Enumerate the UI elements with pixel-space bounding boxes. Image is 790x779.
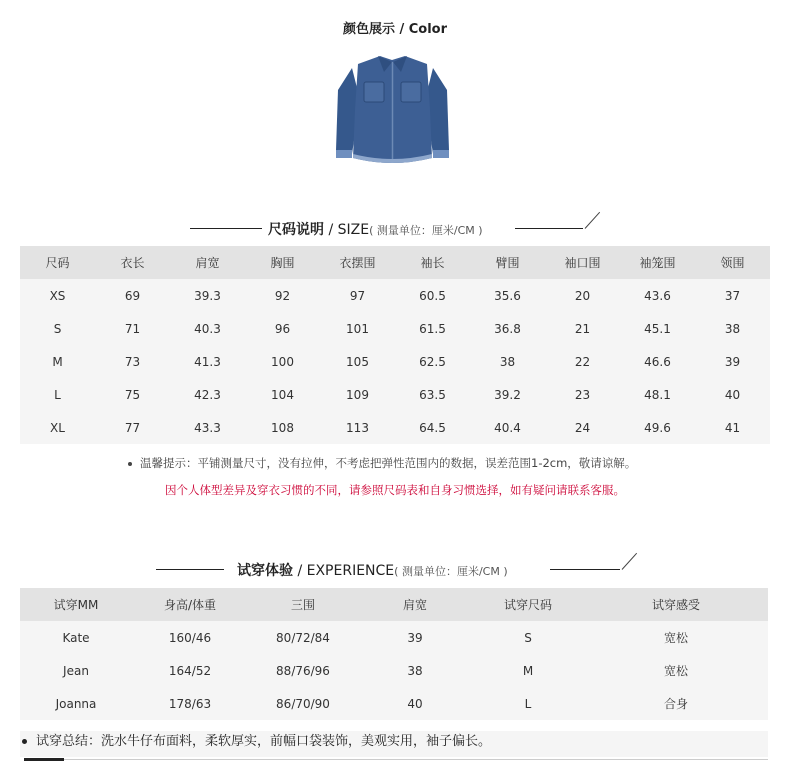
size-cell: 109 — [320, 378, 395, 411]
size-cell: 23 — [545, 378, 620, 411]
size-cell: 45.1 — [620, 312, 695, 345]
experience-cell: 88/76/96 — [248, 654, 358, 687]
size-cell: 40.3 — [170, 312, 245, 345]
size-title-sep: / — [324, 222, 338, 238]
size-cell: 35.6 — [470, 279, 545, 312]
bullet-dot — [22, 739, 27, 744]
experience-cell: 宽松 — [584, 654, 768, 687]
experience-cell: 40 — [358, 687, 472, 720]
size-unit-label: ( 测量单位：厘米/CM ) — [369, 224, 483, 237]
experience-header-cell: 试穿感受 — [584, 588, 768, 621]
size-cell: 24 — [545, 411, 620, 444]
size-header-cell: 衣摆围 — [320, 246, 395, 279]
size-header-cell: 胸围 — [245, 246, 320, 279]
experience-table-row — [20, 687, 768, 720]
size-header-cell: 领围 — [695, 246, 770, 279]
heading-slash-decor — [585, 212, 600, 229]
size-cell: L — [20, 378, 95, 411]
size-cell: 97 — [320, 279, 395, 312]
experience-cell: 39 — [358, 621, 472, 654]
size-cell: 71 — [95, 312, 170, 345]
size-header-cell: 袖口围 — [545, 246, 620, 279]
size-cell: 113 — [320, 411, 395, 444]
size-cell: 60.5 — [395, 279, 470, 312]
size-header-cell: 袖长 — [395, 246, 470, 279]
heading-rule-left — [190, 228, 262, 229]
size-cell: 20 — [545, 279, 620, 312]
heading-rule-right — [515, 228, 583, 229]
size-cell: 64.5 — [395, 411, 470, 444]
size-cell: 39.3 — [170, 279, 245, 312]
size-table-row — [20, 279, 770, 312]
size-tip-text: 温馨提示：平铺测量尺寸，没有拉伸，不考虑把弹性范围内的数据，误差范围1-2cm，敬请谅解。 — [140, 456, 637, 470]
size-tip-note — [128, 455, 636, 471]
size-header-cell: 袖笼围 — [620, 246, 695, 279]
experience-cell: M — [472, 654, 584, 687]
experience-cell: 38 — [358, 654, 472, 687]
size-cell: M — [20, 345, 95, 378]
experience-cell: Kate — [20, 621, 132, 654]
experience-header-cell: 试穿尺码 — [472, 588, 584, 621]
experience-cell: Joanna — [20, 687, 132, 720]
bullet-dot — [128, 462, 132, 466]
fitting-summary — [20, 731, 768, 757]
denim-shirt-image — [330, 50, 455, 168]
experience-cell: Jean — [20, 654, 132, 687]
size-cell: 92 — [245, 279, 320, 312]
size-table — [20, 246, 770, 444]
size-section-title — [268, 219, 483, 239]
bottom-accent-bar — [24, 758, 64, 761]
experience-section-title — [237, 560, 508, 580]
size-table-header-row — [20, 246, 770, 279]
size-cell: 37 — [695, 279, 770, 312]
size-warning-note: 因个人体型差异及穿衣习惯的不同，请参照尺码表和自身习惯选择，如有疑问请联系客服。 — [165, 483, 625, 497]
experience-title-en: EXPERIENCE — [306, 563, 395, 579]
experience-cell: 86/70/90 — [248, 687, 358, 720]
experience-header-cell: 身高/体重 — [132, 588, 248, 621]
size-table-row — [20, 312, 770, 345]
fitting-summary-text: 试穿总结：洗水牛仔布面料，柔软厚实，前幅口袋装饰，美观实用，袖子偏长。 — [36, 734, 492, 749]
size-cell: 40.4 — [470, 411, 545, 444]
size-cell: 105 — [320, 345, 395, 378]
size-table-row — [20, 378, 770, 411]
size-cell: 38 — [695, 312, 770, 345]
heading-rule-left — [156, 569, 224, 570]
size-cell: XL — [20, 411, 95, 444]
size-cell: 36.8 — [470, 312, 545, 345]
size-cell: 63.5 — [395, 378, 470, 411]
size-cell: 108 — [245, 411, 320, 444]
size-cell: 73 — [95, 345, 170, 378]
experience-title-cn: 试穿体验 — [237, 563, 293, 579]
size-cell: 101 — [320, 312, 395, 345]
size-header-cell: 臂围 — [470, 246, 545, 279]
experience-table-header-row — [20, 588, 768, 621]
size-title-en: SIZE — [337, 222, 370, 238]
size-cell: 22 — [545, 345, 620, 378]
size-header-cell: 衣长 — [95, 246, 170, 279]
experience-cell: L — [472, 687, 584, 720]
experience-header-cell: 三围 — [248, 588, 358, 621]
experience-title-sep: / — [293, 563, 307, 579]
size-cell: 75 — [95, 378, 170, 411]
size-cell: 41 — [695, 411, 770, 444]
size-table-row — [20, 345, 770, 378]
heading-slash-decor — [622, 553, 637, 570]
experience-unit-label: ( 测量单位：厘米/CM ) — [394, 565, 508, 578]
color-section-title: 颜色展示 / Color — [342, 22, 448, 37]
size-cell: 46.6 — [620, 345, 695, 378]
experience-table — [20, 588, 768, 720]
size-cell: 48.1 — [620, 378, 695, 411]
size-section-heading — [0, 217, 790, 241]
experience-table-row — [20, 621, 768, 654]
size-cell: 42.3 — [170, 378, 245, 411]
size-header-cell: 肩宽 — [170, 246, 245, 279]
size-cell: 62.5 — [395, 345, 470, 378]
heading-rule-right — [550, 569, 620, 570]
experience-cell: 80/72/84 — [248, 621, 358, 654]
experience-cell: 合身 — [584, 687, 768, 720]
experience-cell: S — [472, 621, 584, 654]
size-cell: 43.3 — [170, 411, 245, 444]
bottom-divider — [24, 759, 768, 760]
size-cell: S — [20, 312, 95, 345]
size-table-row — [20, 411, 770, 444]
size-cell: XS — [20, 279, 95, 312]
size-cell: 61.5 — [395, 312, 470, 345]
size-cell: 96 — [245, 312, 320, 345]
experience-header-cell: 试穿MM — [20, 588, 132, 621]
experience-cell: 宽松 — [584, 621, 768, 654]
size-cell: 100 — [245, 345, 320, 378]
size-cell: 43.6 — [620, 279, 695, 312]
size-cell: 40 — [695, 378, 770, 411]
experience-table-row — [20, 654, 768, 687]
size-title-cn: 尺码说明 — [268, 222, 324, 238]
size-cell: 41.3 — [170, 345, 245, 378]
experience-section-heading — [0, 558, 790, 582]
size-cell: 77 — [95, 411, 170, 444]
size-cell: 21 — [545, 312, 620, 345]
size-cell: 104 — [245, 378, 320, 411]
experience-cell: 178/63 — [132, 687, 248, 720]
size-header-cell: 尺码 — [20, 246, 95, 279]
experience-cell: 164/52 — [132, 654, 248, 687]
size-cell: 38 — [470, 345, 545, 378]
size-cell: 39 — [695, 345, 770, 378]
size-cell: 69 — [95, 279, 170, 312]
size-cell: 39.2 — [470, 378, 545, 411]
experience-cell: 160/46 — [132, 621, 248, 654]
experience-header-cell: 肩宽 — [358, 588, 472, 621]
size-cell: 49.6 — [620, 411, 695, 444]
